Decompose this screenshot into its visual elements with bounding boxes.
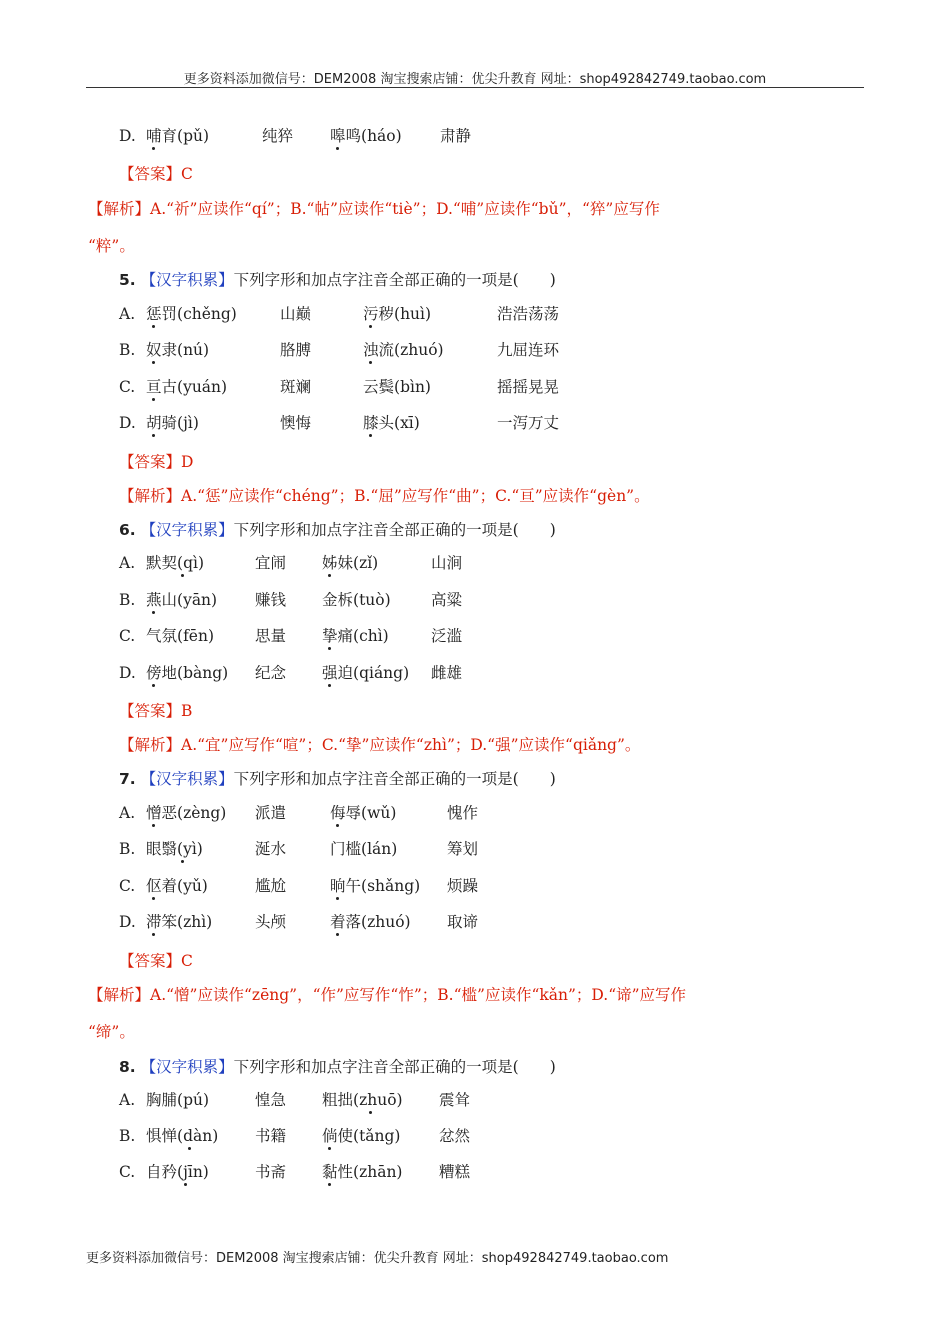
q6-answer [119, 701, 192, 721]
q7-b-word1 [146, 839, 203, 859]
word-rest: 流(zhuó) [378, 341, 444, 359]
dotted-char: 黏 [322, 1163, 338, 1181]
analysis-label: 【解析】 [88, 986, 151, 1004]
answer-label: 【答案】 [119, 165, 182, 183]
q6-b-word3 [322, 590, 391, 610]
word-rest: 柝(tuò) [337, 591, 391, 609]
q6-d-word3 [322, 663, 409, 683]
q4-d-word2: 纯猝 [262, 127, 294, 145]
q7-d-word4: 取谛 [447, 913, 479, 931]
word-rest: 翳(yì) [161, 840, 203, 858]
dotted-char: 惩 [146, 305, 162, 323]
word-rest: 迫(qiáng) [337, 664, 410, 682]
dotted-char: 着 [330, 913, 346, 931]
dotted-char: 膝 [363, 414, 379, 432]
q5-b-word2: 胳膊 [280, 341, 312, 359]
word-start: 金 [322, 591, 338, 609]
q6-option-c-label: C. [119, 627, 136, 645]
word-rest: 笨(zhì) [161, 913, 213, 931]
q6-b-word4: 高粱 [431, 591, 463, 609]
answer-label: 【答案】 [119, 952, 182, 970]
q5-d-word2: 懊悔 [280, 414, 312, 432]
dotted-char: 憎 [146, 804, 162, 822]
q5-d-word3 [363, 413, 420, 433]
question-text: 下列字形和加点字注音全部正确的一项是( ) [233, 1058, 556, 1076]
word-rest: 脯(pú) [161, 1091, 210, 1109]
word-start: 胸 [146, 1091, 162, 1109]
question-text: 下列字形和加点字注音全部正确的一项是( ) [233, 271, 556, 289]
q8-option-b-label: B. [119, 1127, 136, 1145]
q6-d-word1 [146, 663, 228, 683]
option-label: D. [119, 127, 136, 145]
question-tag: 【汉字积累】 [140, 1058, 234, 1076]
question-tag: 【汉字积累】 [140, 770, 234, 788]
q7-b-word2: 涎水 [255, 840, 287, 858]
q8-b-word1 [146, 1126, 218, 1146]
q7-stem [119, 769, 556, 789]
q6-c-word4: 泛滥 [431, 627, 463, 645]
q6-a-word4: 山涧 [431, 554, 463, 572]
word-start: 粗 [322, 1091, 338, 1109]
word-rest: 妹(zǐ) [337, 554, 379, 572]
dotted-char: 姊 [322, 554, 338, 572]
analysis-text: A.“惩”应读作“chéng”；B.“屈”应写作“曲”；C.“亘”应读作“gèn”。 [181, 487, 650, 505]
q7-d-word1 [146, 912, 212, 932]
q7-c-word3 [330, 876, 420, 896]
answer-value: C [181, 165, 193, 183]
q6-option-d-label: D. [119, 664, 136, 682]
question-tag: 【汉字积累】 [140, 271, 234, 289]
q7-b-word4: 筹划 [447, 840, 479, 858]
dotted-char: 伛 [146, 877, 162, 895]
q7-option-c-label: C. [119, 877, 136, 895]
q6-c-word3 [322, 626, 389, 646]
q5-c-word4: 摇摇晃晃 [497, 378, 560, 396]
dotted-char: 侮 [330, 804, 346, 822]
answer-value: B [181, 702, 193, 720]
dotted-char: 倘 [322, 1127, 338, 1145]
answer-label: 【答案】 [119, 702, 182, 720]
q8-c-word2: 书斋 [255, 1163, 287, 1181]
q7-a-word2: 派遣 [255, 804, 287, 822]
q7-c-word2: 尴尬 [255, 877, 287, 895]
q8-c-word1 [146, 1162, 209, 1182]
q5-c-word2: 斑斓 [280, 378, 312, 396]
dotted-char: 嗥 [330, 127, 346, 145]
word-rest: 地(bàng) [161, 664, 229, 682]
dotted-char: 燕 [146, 591, 162, 609]
answer-label: 【答案】 [119, 453, 182, 471]
q7-option-b-label: B. [119, 840, 136, 858]
q8-stem [119, 1057, 556, 1077]
dotted-char: 挚 [322, 627, 338, 645]
q6-analysis [119, 735, 640, 755]
analysis-label: 【解析】 [119, 487, 182, 505]
q8-a-word3 [322, 1090, 403, 1110]
word-start: 眼 [146, 840, 162, 858]
q5-analysis [119, 486, 650, 506]
q7-c-word1 [146, 876, 208, 896]
word-rest: 落(zhuó) [345, 913, 411, 931]
q7-answer [119, 951, 193, 971]
q8-a-word4: 震耸 [439, 1091, 471, 1109]
word-start: 气 [146, 627, 162, 645]
dotted-char: 强 [322, 664, 338, 682]
q5-c-word3 [363, 377, 431, 397]
q6-b-word2: 赚钱 [255, 591, 287, 609]
q7-c-word4: 烦躁 [447, 877, 479, 895]
q8-b-word4: 忿然 [439, 1127, 471, 1145]
q7-option-d-label: D. [119, 913, 136, 931]
q6-c-word2: 思量 [255, 627, 287, 645]
dotted-char: 胡 [146, 414, 162, 432]
q8-option-c-label: C. [119, 1163, 136, 1181]
question-number: 7. [119, 770, 136, 788]
q6-a-word3 [322, 553, 378, 573]
q7-analysis-line1 [88, 985, 686, 1005]
q4-option-d [119, 126, 136, 146]
question-text: 下列字形和加点字注音全部正确的一项是( ) [233, 521, 556, 539]
word-rest: 育(pǔ) [161, 127, 210, 145]
word-rest: 辱(wǔ) [345, 804, 397, 822]
word-rest: 氛(fēn) [161, 627, 215, 645]
analysis-text: A.“宜”应写作“喧”；C.“挚”应读作“zhì”；D.“强”应读作“qiǎng”。 [181, 736, 641, 754]
header-divider [86, 87, 864, 88]
q5-a-word1 [146, 304, 237, 324]
q6-c-word1 [146, 626, 214, 646]
word-rest: 矜(jīn) [161, 1163, 209, 1181]
q5-b-word1 [146, 340, 209, 360]
q6-d-word2: 纪念 [255, 664, 287, 682]
q6-option-a-label: A. [119, 554, 136, 572]
analysis-label: 【解析】 [119, 736, 182, 754]
q5-stem [119, 270, 556, 290]
question-text: 下列字形和加点字注音全部正确的一项是( ) [233, 770, 556, 788]
q5-option-a-label: A. [119, 305, 136, 323]
word-rest: 拙(zhuō) [337, 1091, 403, 1109]
word-rest: 午(shǎng) [345, 877, 421, 895]
dotted-char: 浊 [363, 341, 379, 359]
q5-a-word2: 山巅 [280, 305, 312, 323]
dotted-char: 傍 [146, 664, 162, 682]
dotted-char: 污 [363, 305, 379, 323]
word-rest: 槛(lán) [345, 840, 398, 858]
q8-a-word2: 惶急 [255, 1091, 287, 1109]
analysis-text: A.“祈”应读作“qí”；B.“帖”应读作“tiè”；D.“哺”应读作“bǔ”，“猝”应写作 [150, 200, 660, 218]
word-rest: 契(qì) [161, 554, 204, 572]
q6-stem [119, 520, 556, 540]
word-rest: 着(yǔ) [161, 877, 208, 895]
page-header: 更多资料添加微信号：DEM2008 淘宝搜索店铺：优尖升教育 网址：shop492842749.taobao.com [183, 72, 767, 87]
q4-analysis-line1 [88, 199, 660, 219]
word-rest: (bìn) [394, 378, 431, 396]
dotted-char: 晌 [330, 877, 346, 895]
q8-c-word3 [322, 1162, 402, 1182]
q5-answer [119, 452, 193, 472]
q5-d-word1 [146, 413, 199, 433]
q7-a-word1 [146, 803, 226, 823]
q5-d-word4: 一泻万丈 [497, 414, 560, 432]
word-rest: 古(yuán) [161, 378, 228, 396]
analysis-label: 【解析】 [88, 200, 151, 218]
word-rest: 秽(huì) [378, 305, 432, 323]
q5-b-word3 [363, 340, 444, 360]
word-rest: 隶(nú) [161, 341, 210, 359]
q8-option-a-label: A. [119, 1091, 136, 1109]
q4-d-word1 [146, 126, 209, 146]
word-start: 门 [330, 840, 346, 858]
dotted-char: 哺 [146, 127, 162, 145]
q5-a-word4: 浩浩荡荡 [497, 305, 560, 323]
question-number: 5. [119, 271, 136, 289]
q4-d-word3 [330, 126, 402, 146]
q6-b-word1 [146, 590, 217, 610]
page-footer: 更多资料添加微信号：DEM2008 淘宝搜索店铺：优尖升教育 网址：shop492842749.taobao.com [86, 1251, 669, 1266]
q7-d-word2: 头颅 [255, 913, 287, 931]
word-start: 自 [146, 1163, 162, 1181]
q8-a-word1 [146, 1090, 209, 1110]
q5-option-d-label: D. [119, 414, 136, 432]
q5-a-word3 [363, 304, 431, 324]
word-rest: 惮(dàn) [161, 1127, 219, 1145]
word-rest: 鸣(háo) [345, 127, 402, 145]
answer-value: C [181, 952, 193, 970]
q7-d-word3 [330, 912, 411, 932]
q5-option-b-label: B. [119, 341, 136, 359]
q7-a-word4: 愧作 [447, 804, 479, 822]
q5-c-word1 [146, 377, 227, 397]
q8-b-word2: 书籍 [255, 1127, 287, 1145]
q7-b-word3 [330, 839, 397, 859]
q6-a-word2: 宜闹 [255, 554, 287, 572]
q8-c-word4: 糟糕 [439, 1163, 471, 1181]
q7-analysis-line2: “缔”。 [88, 1023, 135, 1041]
q4-analysis-line2: “粹”。 [88, 237, 135, 255]
dotted-char: 奴 [146, 341, 162, 359]
question-number: 6. [119, 521, 136, 539]
analysis-text: A.“憎”应读作“zēng”，“作”应写作“怍”；B.“槛”应读作“kǎn”；D.“谛”应写作 [150, 986, 687, 1004]
word-rest: 痛(chì) [337, 627, 389, 645]
answer-value: D [181, 453, 194, 471]
q4-d-word4: 肃静 [440, 127, 472, 145]
dotted-char: 亘 [146, 378, 162, 396]
q8-b-word3 [322, 1126, 401, 1146]
question-number: 8. [119, 1058, 136, 1076]
q5-option-c-label: C. [119, 378, 136, 396]
q7-option-a-label: A. [119, 804, 136, 822]
q4-answer [119, 164, 193, 184]
q7-a-word3 [330, 803, 396, 823]
word-rest: 恶(zèng) [161, 804, 227, 822]
q6-option-b-label: B. [119, 591, 136, 609]
word-rest: 骑(jì) [161, 414, 199, 432]
q5-b-word4: 九屈连环 [497, 341, 560, 359]
dotted-char: 滞 [146, 913, 162, 931]
q6-a-word1 [146, 553, 204, 573]
word-rest: 罚(chěng) [161, 305, 237, 323]
word-start: 惧 [146, 1127, 162, 1145]
word-start: 默 [146, 554, 162, 572]
word-rest: 头(xī) [378, 414, 420, 432]
word-start: 云鬓 [363, 378, 395, 396]
word-rest: 山(yān) [161, 591, 218, 609]
word-rest: 性(zhān) [337, 1163, 403, 1181]
q6-d-word4: 雌雄 [431, 664, 463, 682]
word-rest: 使(tǎng) [337, 1127, 401, 1145]
question-tag: 【汉字积累】 [140, 521, 234, 539]
